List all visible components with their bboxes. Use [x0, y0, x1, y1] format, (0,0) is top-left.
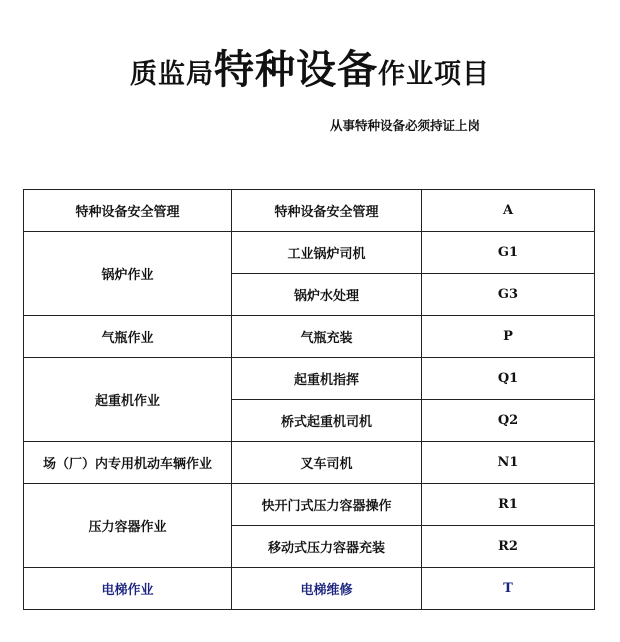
code-cell: Q2: [422, 400, 595, 442]
code-cell: R2: [422, 526, 595, 568]
page-title: [0, 38, 620, 95]
code-cell: N1: [422, 442, 595, 484]
table-row: [24, 232, 595, 274]
code-cell: Q1: [422, 358, 595, 400]
code-cell: P: [422, 316, 595, 358]
code-cell: G3: [422, 274, 595, 316]
item-cell: 桥式起重机司机: [232, 400, 422, 442]
item-cell: 快开门式压力容器操作: [232, 484, 422, 526]
category-cell: 压力容器作业: [24, 484, 232, 568]
item-cell: 起重机指挥: [232, 358, 422, 400]
category-cell: 场（厂）内专用机动车辆作业: [24, 442, 232, 484]
item-cell: 移动式压力容器充装: [232, 526, 422, 568]
code-cell: G1: [422, 232, 595, 274]
item-cell: 叉车司机: [232, 442, 422, 484]
table-row: [24, 358, 595, 400]
table-row: [24, 568, 595, 610]
table-row: [24, 442, 595, 484]
operation-items-table: [23, 189, 595, 610]
category-cell: 电梯作业: [24, 568, 232, 610]
category-cell: 锅炉作业: [24, 232, 232, 316]
title-main: 特种设备: [214, 47, 378, 93]
table-row: [24, 484, 595, 526]
item-cell: 锅炉水处理: [232, 274, 422, 316]
item-cell: 气瓶充装: [232, 316, 422, 358]
code-cell: R1: [422, 484, 595, 526]
code-cell: A: [422, 190, 595, 232]
subtitle: 从事特种设备必须持证上岗: [330, 118, 481, 133]
item-cell: 电梯维修: [232, 568, 422, 610]
table-row: [24, 316, 595, 358]
item-cell: 特种设备安全管理: [232, 190, 422, 232]
category-cell: 气瓶作业: [24, 316, 232, 358]
title-suffix: 作业项目: [378, 59, 490, 90]
category-cell: 特种设备安全管理: [24, 190, 232, 232]
title-prefix: 质监局: [130, 59, 214, 90]
item-cell: 工业锅炉司机: [232, 232, 422, 274]
category-cell: 起重机作业: [24, 358, 232, 442]
code-cell: T: [422, 568, 595, 610]
table-row: [24, 190, 595, 232]
